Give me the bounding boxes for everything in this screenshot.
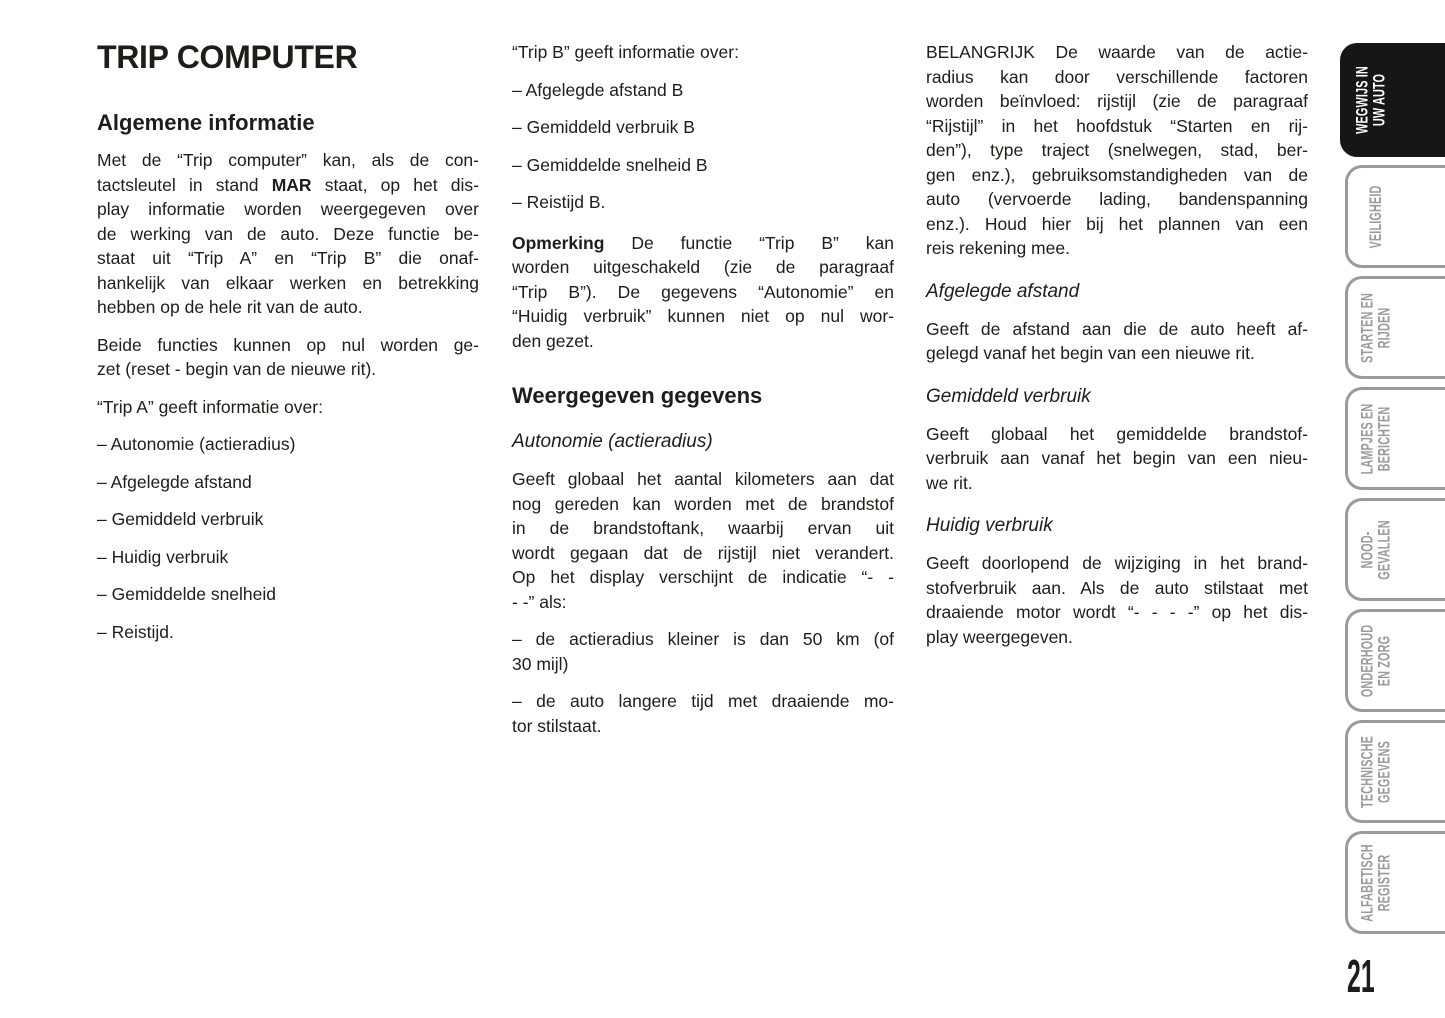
- text-line: [97, 295, 479, 320]
- section-heading: [97, 110, 479, 136]
- text-segment: den”), type traject (snelwegen, stad, ber-: [926, 140, 1308, 160]
- text-line: [926, 341, 1308, 366]
- tab-label: STARTEN EN RIJDEN: [1357, 292, 1393, 363]
- text-segment: we rit.: [926, 472, 973, 493]
- text-segment: staat uit “Trip A” en “Trip B” die onaf-: [97, 248, 479, 268]
- text-line: [512, 383, 894, 409]
- text-line: [926, 236, 1308, 261]
- text-segment: Weergegeven gegevens: [512, 383, 763, 408]
- text-segment: Geeft doorlopend de wijziging in het brand-: [926, 553, 1308, 573]
- text-segment: “Trip B” geeft informatie over:: [512, 42, 739, 62]
- text-line: [97, 357, 479, 382]
- paragraph: [97, 395, 479, 420]
- tab-alfabetisch-register[interactable]: [1345, 831, 1445, 934]
- list-item: [512, 115, 894, 140]
- text-line: [97, 470, 479, 495]
- text-line: [97, 148, 479, 173]
- section-heading: [512, 383, 894, 409]
- text-segment: de werking van de auto. Deze functie be-: [97, 223, 479, 244]
- text-line: [97, 620, 479, 645]
- tab-wegwijs-in-uw-auto[interactable]: [1340, 43, 1445, 157]
- text-segment: Met de “Trip computer” kan, als de con-: [97, 150, 479, 170]
- text-segment: Autonomie (actieradius): [512, 431, 713, 452]
- text-segment: Afgelegde afstand: [926, 280, 1080, 302]
- tab-label: NOOD- GEVALLEN: [1357, 519, 1393, 580]
- text-segment: gelegd vanaf het begin van een nieuwe rit.: [926, 343, 1255, 363]
- text-line: [926, 576, 1308, 601]
- text-segment: - -” als:: [512, 591, 567, 612]
- list-item: [97, 545, 479, 570]
- text-line: [926, 114, 1308, 139]
- text-line: [512, 40, 894, 65]
- text-segment: in de brandstoftank, waarbij ervan uit: [512, 518, 894, 538]
- column-2: [512, 40, 894, 751]
- text-line: [926, 138, 1308, 163]
- text-segment: stofverbruik aan. Als de auto stilstaat met: [926, 577, 1308, 598]
- text-segment: auto (vervoerde lading, bandenspanning: [926, 189, 1308, 209]
- subsection-heading: [926, 384, 1308, 409]
- text-segment: – Reistijd.: [97, 621, 174, 642]
- text-line: [512, 565, 894, 590]
- tab-lampjes-en-berichten[interactable]: [1345, 387, 1445, 490]
- column-1: [97, 40, 479, 657]
- page-number: 21: [1347, 950, 1375, 1002]
- page-title: [97, 40, 479, 74]
- list-item: [512, 689, 894, 738]
- text-line: [97, 333, 479, 358]
- subsection-heading: [926, 279, 1308, 304]
- text-line: [512, 190, 894, 215]
- text-line: [926, 422, 1308, 447]
- text-line: [97, 507, 479, 532]
- text-line: [512, 541, 894, 566]
- text-segment: Beide functies kunnen op nul worden ge-: [97, 334, 479, 355]
- text-line: [97, 432, 479, 457]
- text-segment: gen enz.), gebruiksomstandigheden van de: [926, 164, 1308, 185]
- text-line: [926, 551, 1308, 576]
- text-segment: nog gereden kan worden met de brandstof: [512, 493, 894, 514]
- paragraph: [926, 422, 1308, 496]
- text-segment: – Reistijd B.: [512, 192, 606, 212]
- text-segment: TRIP COMPUTER: [97, 39, 358, 75]
- text-segment: – Gemiddelde snelheid: [97, 584, 277, 604]
- text-segment: play informatie worden weergegeven over: [97, 199, 479, 219]
- text-line: [926, 446, 1308, 471]
- text-line: [926, 65, 1308, 90]
- paragraph: [512, 467, 894, 614]
- tab-nood-gevallen[interactable]: [1345, 498, 1445, 601]
- text-segment: hebben op de hele rit van de auto.: [97, 297, 363, 317]
- paragraph-important: [926, 40, 1308, 261]
- text-segment: – Huidig verbruik: [97, 546, 229, 567]
- text-segment: tor stilstaat.: [512, 715, 602, 736]
- text-line: [926, 40, 1308, 65]
- column-3: [926, 40, 1308, 662]
- tab-label: ONDERHOUD EN ZORG: [1357, 624, 1393, 697]
- text-line: [926, 279, 1308, 304]
- text-segment: – Afgelegde afstand B: [512, 79, 684, 100]
- text-segment: “Huidig verbruik” kunnen niet op nul wor-: [512, 306, 894, 326]
- text-segment: 30 mijl): [512, 653, 569, 674]
- text-line: [97, 197, 479, 222]
- tab-label: TECHNISCHE GEGEVENS: [1357, 735, 1393, 808]
- text-line: [97, 246, 479, 271]
- list-item: [512, 627, 894, 676]
- list-item: [512, 78, 894, 103]
- list-item: [512, 190, 894, 215]
- text-segment: De functie “Trip B” kan: [604, 232, 894, 253]
- text-segment: “Trip A” geeft informatie over:: [97, 396, 323, 417]
- tab-veiligheid[interactable]: [1345, 165, 1445, 268]
- text-line: [926, 187, 1308, 212]
- text-segment: radius kan door verschillende factoren: [926, 66, 1308, 87]
- text-line: [926, 163, 1308, 188]
- paragraph-note: [512, 231, 894, 354]
- text-segment: wordt gegaan dat de rijstijl niet verandert.: [512, 542, 894, 563]
- text-line: [97, 545, 479, 570]
- text-line: [512, 689, 894, 714]
- text-segment: Op het display verschijnt de indicatie “- -: [512, 567, 894, 587]
- text-segment: draaiende motor wordt “- - - -” op het dis-: [926, 602, 1308, 622]
- subsection-heading: [512, 429, 894, 454]
- paragraph: [512, 40, 894, 65]
- text-line: [97, 40, 479, 74]
- text-line: [926, 625, 1308, 650]
- text-line: [97, 395, 479, 420]
- text-segment: zet (reset - begin van de nieuwe rit).: [97, 359, 377, 379]
- text-segment: – Autonomie (actieradius): [97, 434, 296, 454]
- text-segment: – Gemiddeld verbruik: [97, 509, 264, 529]
- text-line: [512, 590, 894, 615]
- text-line: [512, 627, 894, 652]
- text-line: [926, 513, 1308, 538]
- text-segment: tactsleutel in stand: [97, 174, 272, 195]
- bold-text-segment: Opmerking: [512, 232, 605, 253]
- list-item: [97, 470, 479, 495]
- text-segment: – Afgelegde afstand: [97, 471, 252, 492]
- text-line: [512, 516, 894, 541]
- text-segment: Geeft globaal het aantal kilometers aan dat: [512, 469, 894, 489]
- chapter-tab-rail: [1340, 43, 1445, 942]
- text-segment: play weergegeven.: [926, 626, 1073, 647]
- text-line: [926, 600, 1308, 625]
- text-segment: enz.). Houd hier bij het plannen van een: [926, 213, 1308, 234]
- text-segment: BELANGRIJK De waarde van de actie-: [926, 42, 1308, 62]
- paragraph: [926, 551, 1308, 649]
- text-line: [512, 115, 894, 140]
- text-line: [926, 471, 1308, 496]
- text-segment: – de auto langere tijd met draaiende mo-: [512, 691, 894, 711]
- text-segment: worden uitgeschakeld (zie de paragraaf: [512, 257, 894, 277]
- text-line: [512, 467, 894, 492]
- paragraph: [97, 333, 479, 382]
- text-segment: den gezet.: [512, 330, 594, 351]
- tab-onderhoud-en-zorg[interactable]: [1345, 609, 1445, 712]
- text-segment: – Gemiddelde snelheid B: [512, 154, 708, 175]
- text-line: [97, 582, 479, 607]
- paragraph: [926, 317, 1308, 366]
- text-segment: “Trip B”). De gegevens “Autonomie” en: [512, 281, 894, 302]
- text-line: [512, 304, 894, 329]
- text-line: [97, 271, 479, 296]
- tab-starten-en-rijden[interactable]: [1345, 276, 1445, 379]
- list-item: [512, 153, 894, 178]
- tab-label: VEILIGHEID: [1365, 185, 1385, 248]
- text-line: [512, 280, 894, 305]
- text-line: [512, 153, 894, 178]
- text-segment: Geeft globaal het gemiddelde brandstof-: [926, 423, 1308, 444]
- text-line: [512, 652, 894, 677]
- tab-label: WEGWIJS IN UW AUTO: [1352, 66, 1388, 134]
- text-line: [97, 222, 479, 247]
- text-line: [512, 492, 894, 517]
- text-line: [512, 78, 894, 103]
- text-segment: Algemene informatie: [97, 110, 315, 135]
- paragraph: [97, 148, 479, 320]
- text-line: [512, 429, 894, 454]
- text-line: [97, 173, 479, 198]
- text-segment: – Gemiddeld verbruik B: [512, 117, 695, 137]
- text-line: [926, 384, 1308, 409]
- text-segment: Gemiddeld verbruik: [926, 385, 1091, 407]
- text-segment: hankelijk van elkaar werken en betrekking: [97, 272, 479, 293]
- text-segment: staat, op het dis-: [311, 174, 479, 195]
- text-line: [512, 329, 894, 354]
- text-segment: verbruik aan vanaf het begin van een nieu-: [926, 448, 1308, 468]
- text-segment: – de actieradius kleiner is dan 50 km (of: [512, 629, 894, 649]
- text-line: [926, 317, 1308, 342]
- bold-text-segment: MAR: [271, 174, 312, 195]
- text-line: [512, 255, 894, 280]
- text-line: [512, 231, 894, 256]
- text-segment: “Rijstijl” in het hoofdstuk “Starten en rij-: [926, 115, 1308, 136]
- list-item: [97, 507, 479, 532]
- text-line: [926, 89, 1308, 114]
- text-segment: reis rekening mee.: [926, 238, 1070, 258]
- tab-label: LAMPJES EN BERICHTEN: [1357, 403, 1393, 474]
- text-segment: worden beïnvloed: rijstijl (zie de paragraaf: [926, 91, 1308, 111]
- list-item: [97, 432, 479, 457]
- list-item: [97, 620, 479, 645]
- subsection-heading: [926, 513, 1308, 538]
- text-line: [926, 212, 1308, 237]
- tab-technische-gegevens[interactable]: [1345, 720, 1445, 823]
- text-line: [512, 714, 894, 739]
- text-segment: Huidig verbruik: [926, 515, 1053, 536]
- text-segment: Geeft de afstand aan die de auto heeft af-: [926, 318, 1308, 339]
- list-item: [97, 582, 479, 607]
- tab-label: ALFABETISCH REGISTER: [1357, 843, 1393, 922]
- text-line: [97, 110, 479, 136]
